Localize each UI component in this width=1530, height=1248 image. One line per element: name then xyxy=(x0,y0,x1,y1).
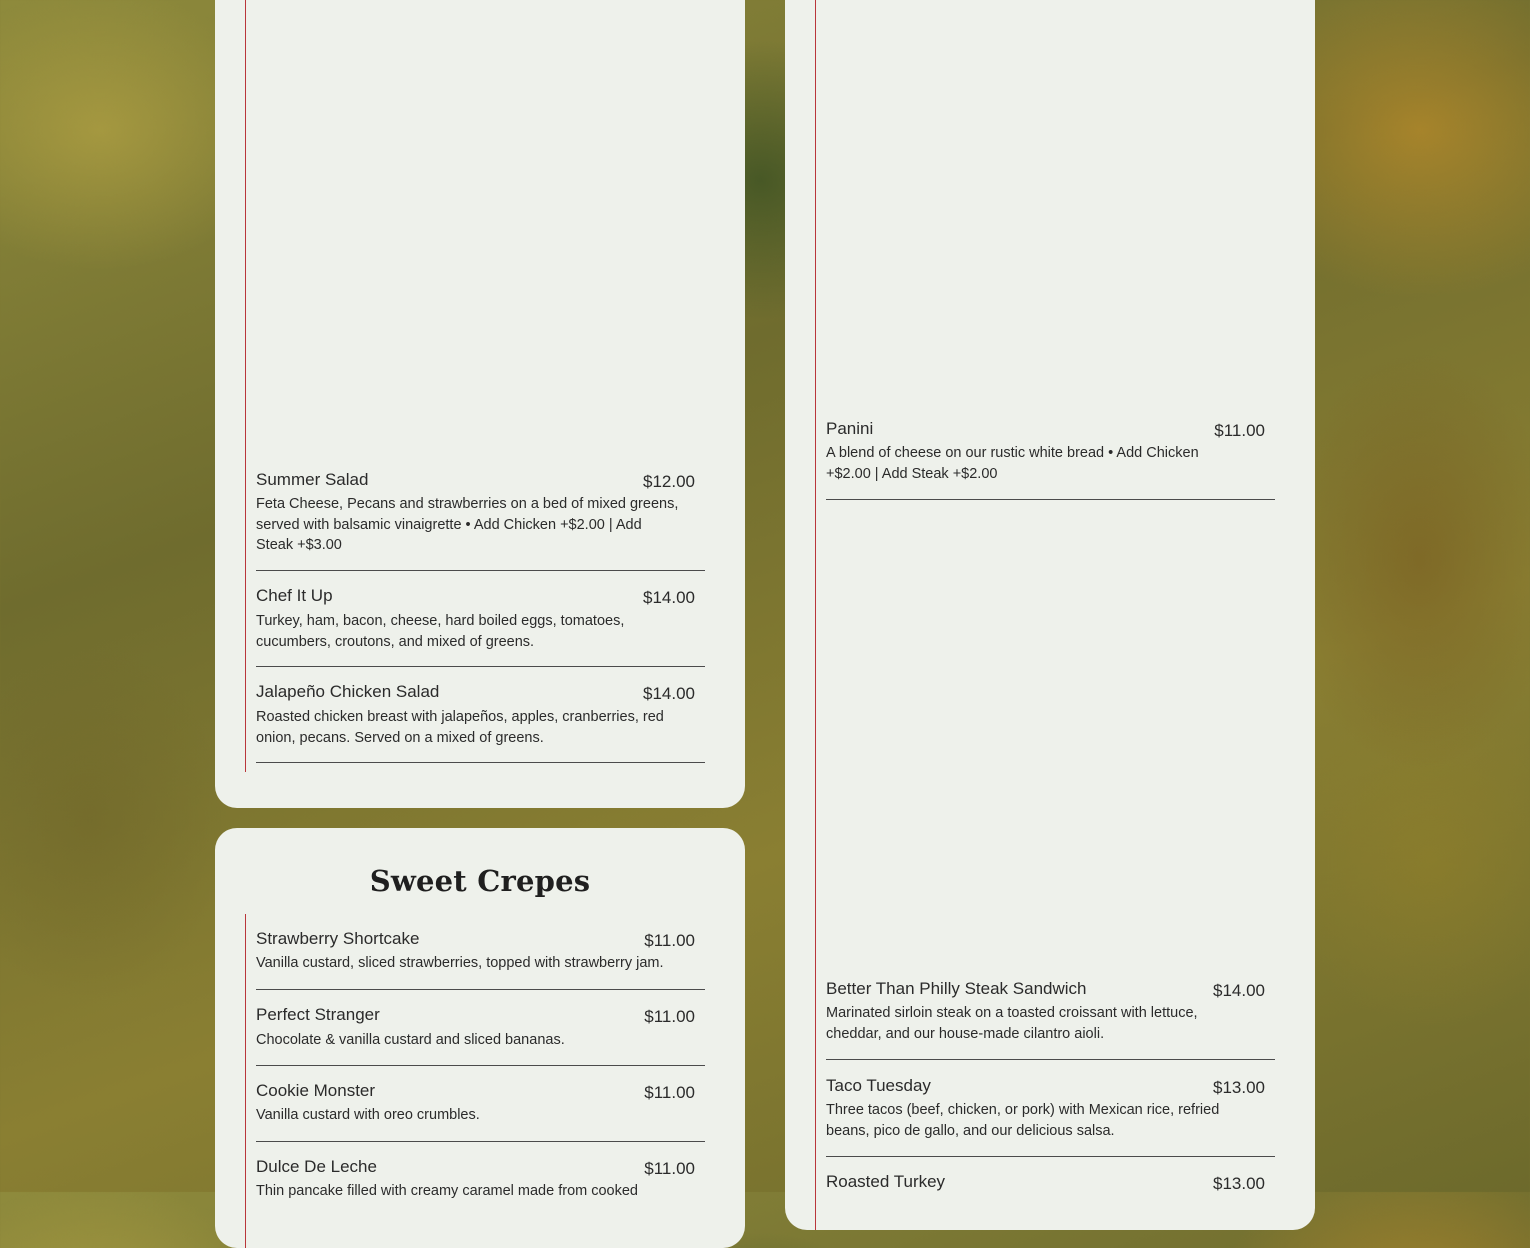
item-price: $14.00 xyxy=(1213,981,1265,1000)
menu-item[interactable] xyxy=(256,1157,705,1217)
item-price: $11.00 xyxy=(644,1159,695,1178)
menu-item[interactable] xyxy=(256,682,705,763)
menu-card-salads xyxy=(215,0,745,808)
menu-item[interactable] xyxy=(256,586,705,667)
item-description: Chocolate & vanilla custard and sliced bananas. xyxy=(256,1032,565,1048)
item-description: Vanilla custard with oreo crumbles. xyxy=(256,1107,480,1123)
menu-item[interactable] xyxy=(256,470,705,571)
item-price: $14.00 xyxy=(643,684,695,703)
menu-card-sandwiches xyxy=(785,0,1315,1230)
item-description: Marinated sirloin steak on a toasted croissant with lettuce, cheddar, and our house-made cilantro aioli. xyxy=(826,1005,1198,1042)
item-name: Jalapeño Chicken Salad xyxy=(256,682,440,701)
item-name: Chef It Up xyxy=(256,586,333,605)
item-name: Panini xyxy=(826,419,874,438)
item-name: Better Than Philly Steak Sandwich xyxy=(826,979,1087,998)
menu-item[interactable] xyxy=(826,1172,1275,1212)
accent-line xyxy=(815,0,816,1230)
menu-item[interactable] xyxy=(826,979,1275,1060)
item-price: $14.00 xyxy=(643,588,695,607)
item-price: $11.00 xyxy=(644,1007,695,1026)
menu-item[interactable] xyxy=(256,929,705,990)
item-name: Roasted Turkey xyxy=(826,1172,946,1191)
item-description: A blend of cheese on our rustic white bread • Add Chicken +$2.00 | Add Steak +$2.00 xyxy=(826,445,1199,482)
accent-line xyxy=(245,914,246,1248)
item-name: Dulce De Leche xyxy=(256,1157,377,1176)
item-price: $12.00 xyxy=(643,472,695,491)
item-name: Perfect Stranger xyxy=(256,1005,380,1024)
item-description: Three tacos (beef, chicken, or pork) with Mexican rice, refried beans, pico de gallo, and our delicious salsa. xyxy=(826,1102,1220,1139)
item-description: Vanilla custard, sliced strawberries, topped with strawberry jam. xyxy=(256,955,664,971)
menu-item[interactable] xyxy=(256,1005,705,1066)
item-price: $13.00 xyxy=(1213,1078,1265,1097)
menu-item[interactable] xyxy=(256,1081,705,1142)
item-price: $11.00 xyxy=(644,1083,695,1102)
item-description: Roasted chicken breast with jalapeños, apples, cranberries, red onion, pecans. Served on a mixed of greens. xyxy=(256,709,664,746)
item-name: Strawberry Shortcake xyxy=(256,929,420,948)
item-name: Summer Salad xyxy=(256,470,369,489)
accent-line xyxy=(245,0,246,772)
item-name: Taco Tuesday xyxy=(826,1076,931,1095)
menu-item[interactable] xyxy=(826,1076,1275,1157)
item-name: Cookie Monster xyxy=(256,1081,376,1100)
section-title: Sweet Crepes xyxy=(369,864,591,898)
item-price: $11.00 xyxy=(644,931,695,950)
menu-card-sweet-crepes xyxy=(215,828,745,1248)
item-description: Feta Cheese, Pecans and strawberries on a bed of mixed greens, served with balsamic vinaigrette • Add Chicken +$2.00 | Add Steak +$3.00 xyxy=(256,496,679,553)
item-description: Thin pancake filled with creamy caramel made from cooked xyxy=(256,1183,638,1199)
item-description: Turkey, ham, bacon, cheese, hard boiled eggs, tomatoes, cucumbers, croutons, and mixed of greens. xyxy=(256,613,625,650)
item-price: $11.00 xyxy=(1214,421,1265,440)
item-price: $13.00 xyxy=(1213,1174,1265,1193)
menu-item[interactable] xyxy=(826,419,1275,500)
